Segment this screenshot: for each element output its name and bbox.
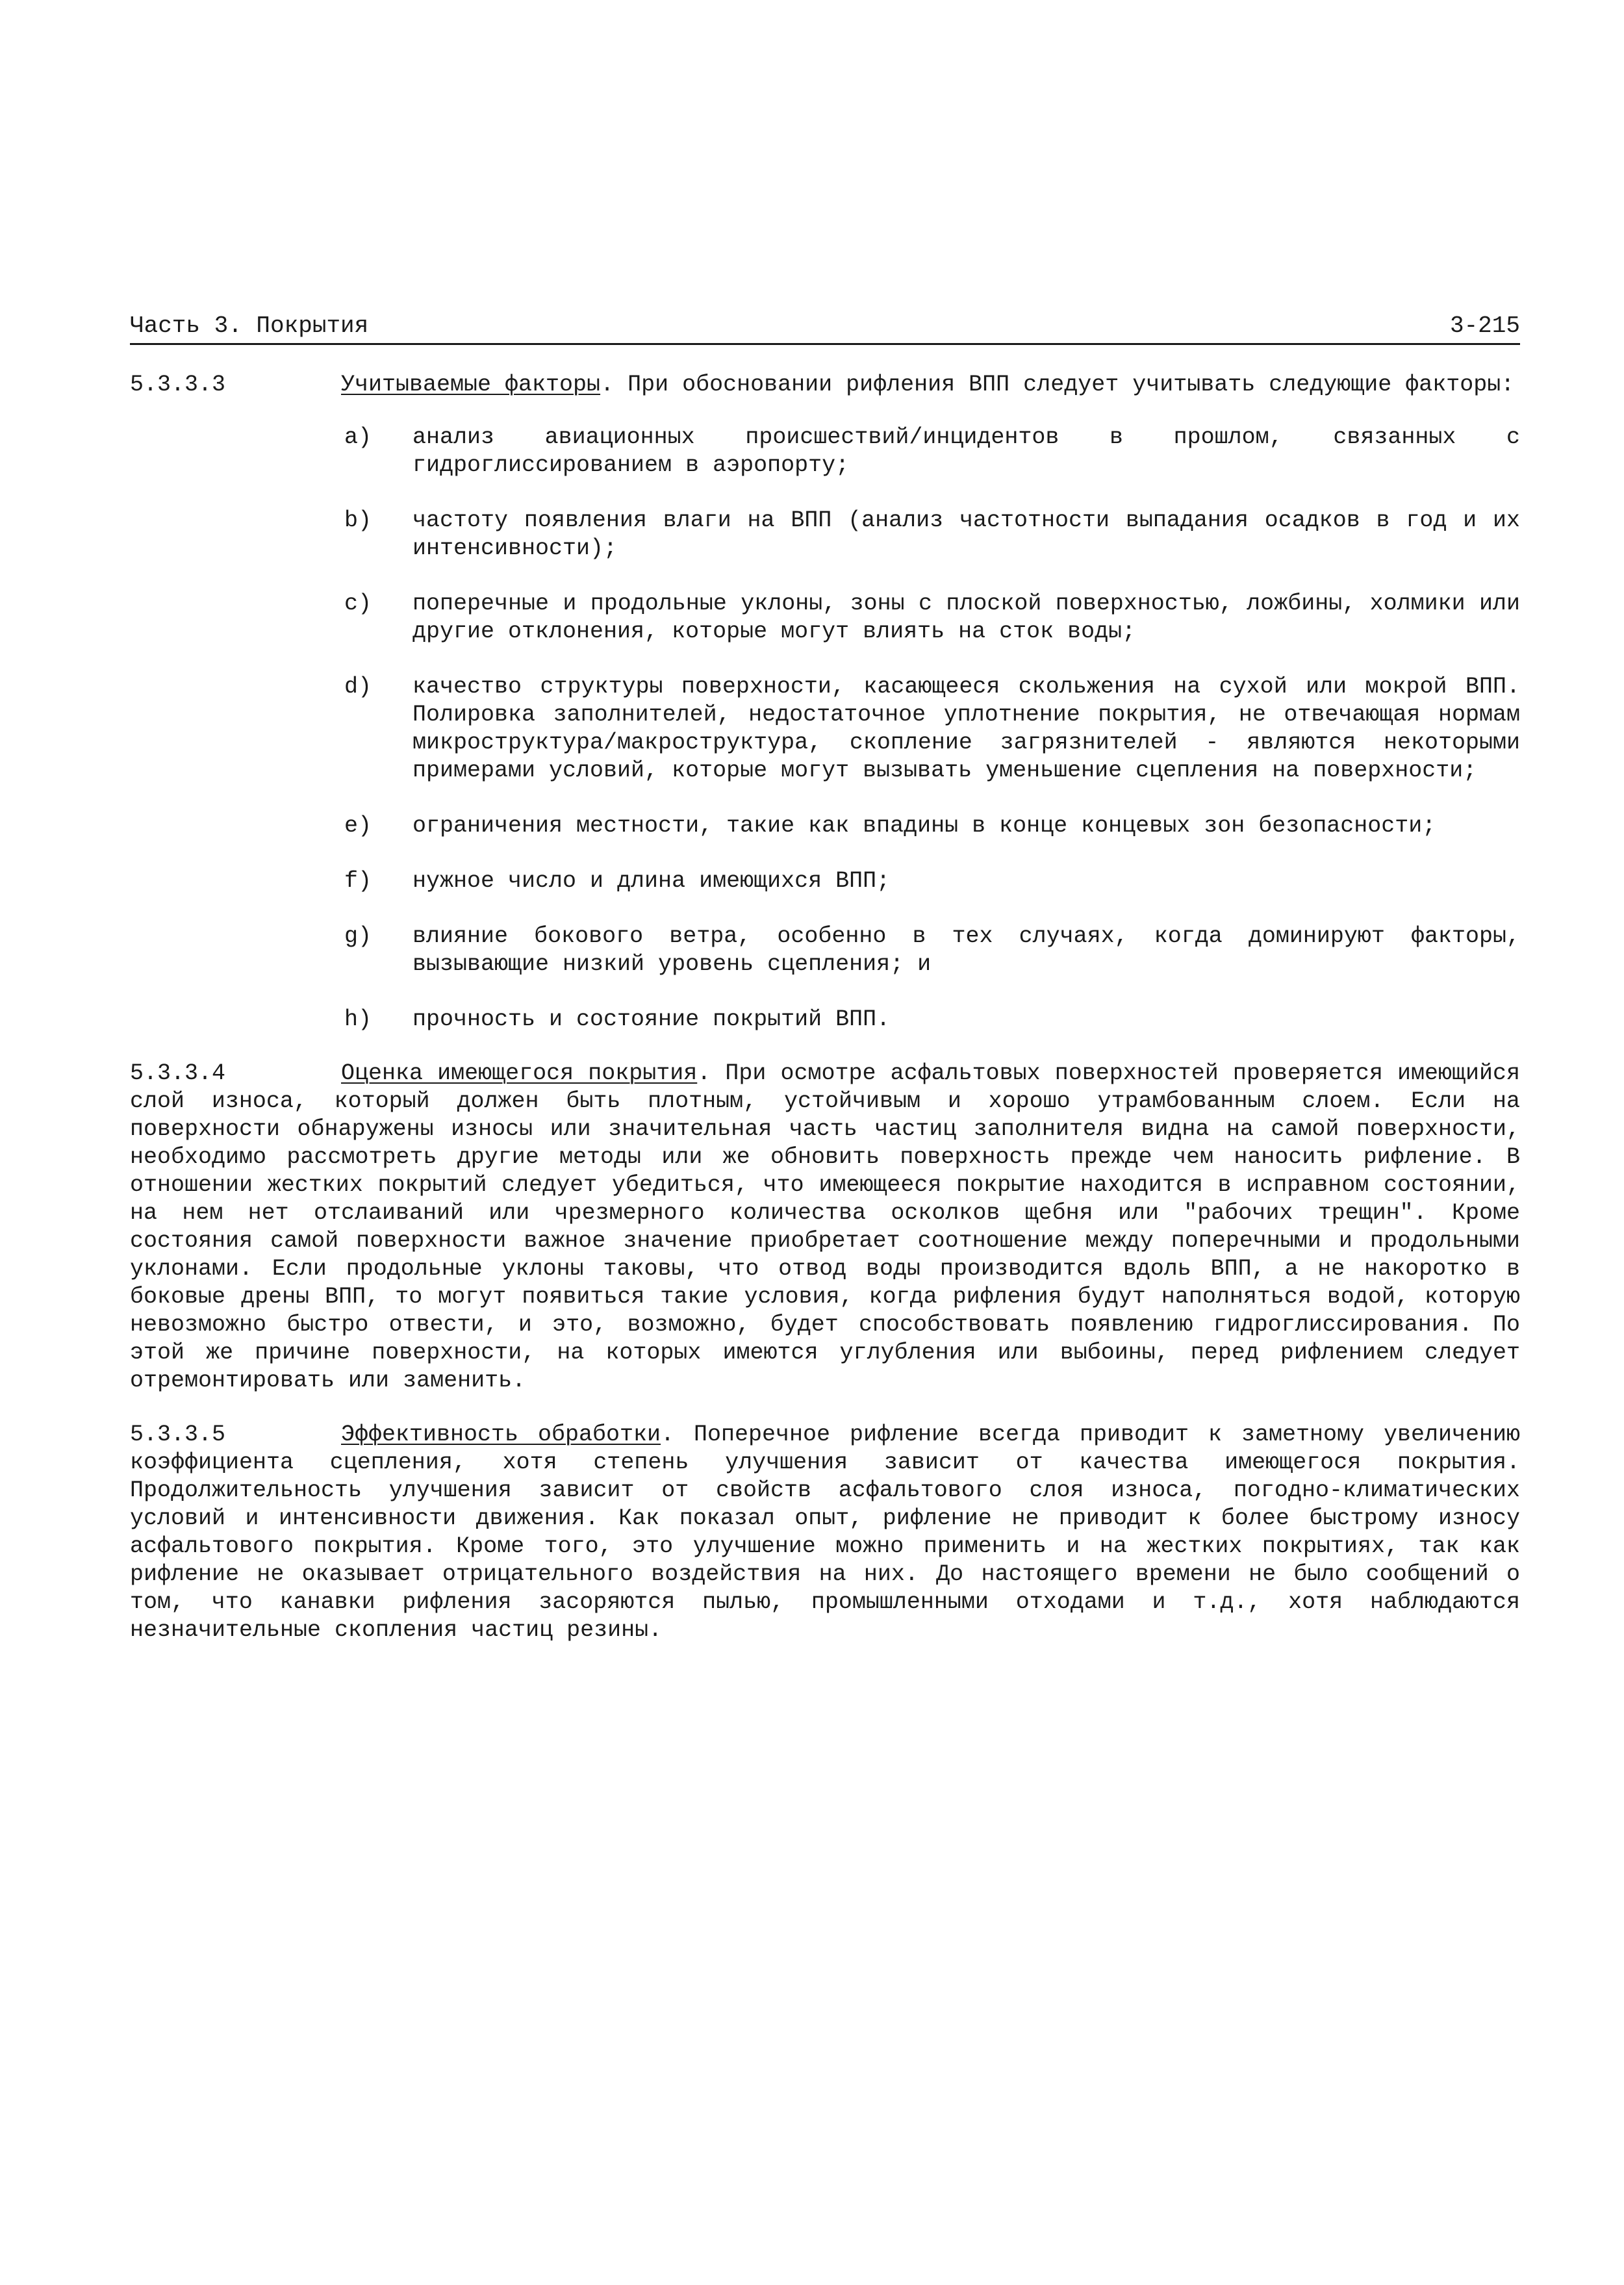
section-text: . При осмотре асфальтовых поверхностей проверяется имеющийся слой износа, который должен быть плотным, устойчивым и хорошо утрамбованным слоем. Если на поверхности обнаружены износы или значительная часть частиц заполнителя видна на самой поверхности, необходимо рассмотреть другие методы или же обновить поверхность прежде чем наносить рифление. В отношении жестких покрытий следует убедиться, что имеющееся покрытие находится в исправном состоянии, на нем нет отслаиваний или чрезмерного количества осколков щебня или "рабочих трещин". Кроме состояния самой поверхности важное значение приобретает соотношение между поперечными и продольными уклонами. Если продольные уклоны таковы, что отвод воды производится вдоль ВПП, а не накоротко в боковые дрены ВПП, то могут появиться такие условия, когда рифления будут наполняться водой, которую невозможно быстро отвести, и это, возможно, будет способствовать появлению гидроглиссирования. По этой же причине поверхности, на которых имеются углубления или выбоины, перед рифлением следует отремонтировать или заменить.: [130, 1060, 1520, 1394]
list-item-text: поперечные и продольные уклоны, зоны с плоской поверхностью, ложбины, холмики или другие отклонения, которые могут влиять на сток воды;: [412, 591, 1520, 645]
list-item: [344, 424, 1520, 479]
list-item-text: качество структуры поверхности, касающееся скольжения на сухой или мокрой ВПП. Полировка заполнителей, недостаточное уплотнение покрытия, не отвечающая нормам микроструктура/макроструктура, скопление загрязнителей - являются некоторыми примерами условий, которые могут вызывать уменьшение сцепления на поверхности;: [412, 674, 1520, 784]
section-5-3-3-4: [130, 1060, 1520, 1395]
list-item: [344, 867, 1520, 895]
list-item: [344, 507, 1520, 563]
list-item: [344, 923, 1520, 978]
factors-list: [344, 424, 1520, 1034]
list-item: [344, 812, 1520, 840]
list-item-text: частоту появления влаги на ВПП (анализ частотности выпадания осадков в год и их интенсивности);: [412, 507, 1520, 561]
list-item-marker: f): [344, 868, 372, 894]
header-part-title: Часть 3. Покрытия: [130, 313, 369, 339]
list-item-marker: c): [344, 591, 372, 617]
list-item: [344, 673, 1520, 785]
section-number: 5.3.3.3: [130, 372, 226, 398]
list-item-marker: e): [344, 813, 372, 839]
section-number: 5.3.3.5: [130, 1422, 226, 1448]
list-item-marker: a): [344, 424, 372, 450]
section-title: Оценка имеющегося покрытия: [341, 1060, 698, 1086]
list-item-text: влияние бокового ветра, особенно в тех случаях, когда доминируют факторы, вызывающие низкий уровень сцепления; и: [412, 923, 1520, 977]
list-item-text: прочность и состояние покрытий ВПП.: [412, 1006, 891, 1032]
section-text: . При обосновании рифления ВПП следует учитывать следующие факторы:: [600, 372, 1515, 398]
section-5-3-3-5: [130, 1421, 1520, 1644]
list-item-text: анализ авиационных происшествий/инцидентов в прошлом, связанных с гидроглиссированием в аэропорту;: [412, 424, 1520, 478]
list-item: [344, 1006, 1520, 1034]
section-text: . Поперечное рифление всегда приводит к заметному увеличению коэффициента сцепления, хотя степень улучшения зависит от качества имеющегося покрытия. Продолжительность улучшения зависит от свойств асфальтового слоя износа, погодно-климатических условий и интенсивности движения. Как показал опыт, рифление не приводит к более быстрому износу асфальтового покрытия. Кроме того, это улучшение можно применить и на жестких покрытиях, так как рифление не оказывает отрицательного воздействия на них. До настоящего времени не было сообщений о том, что канавки рифления засоряются пылью, промышленными отходами и т.д., хотя наблюдаются незначительные скопления частиц резины.: [130, 1422, 1520, 1643]
section-title: Учитываемые факторы: [341, 372, 601, 398]
document-page: [130, 312, 1520, 1644]
list-item-text: ограничения местности, такие как впадины в конце концевых зон безопасности;: [412, 813, 1436, 839]
section-title: Эффективность обработки: [341, 1422, 661, 1448]
page-header: [130, 312, 1520, 345]
section-5-3-3-3: [130, 371, 1520, 399]
header-page-number: 3-215: [1449, 313, 1520, 339]
list-item-marker: g): [344, 923, 372, 949]
list-item: [344, 590, 1520, 646]
list-item-marker: b): [344, 507, 372, 533]
list-item-marker: h): [344, 1006, 372, 1032]
list-item-text: нужное число и длина имеющихся ВПП;: [412, 868, 891, 894]
section-number: 5.3.3.4: [130, 1060, 226, 1086]
list-item-marker: d): [344, 674, 372, 700]
